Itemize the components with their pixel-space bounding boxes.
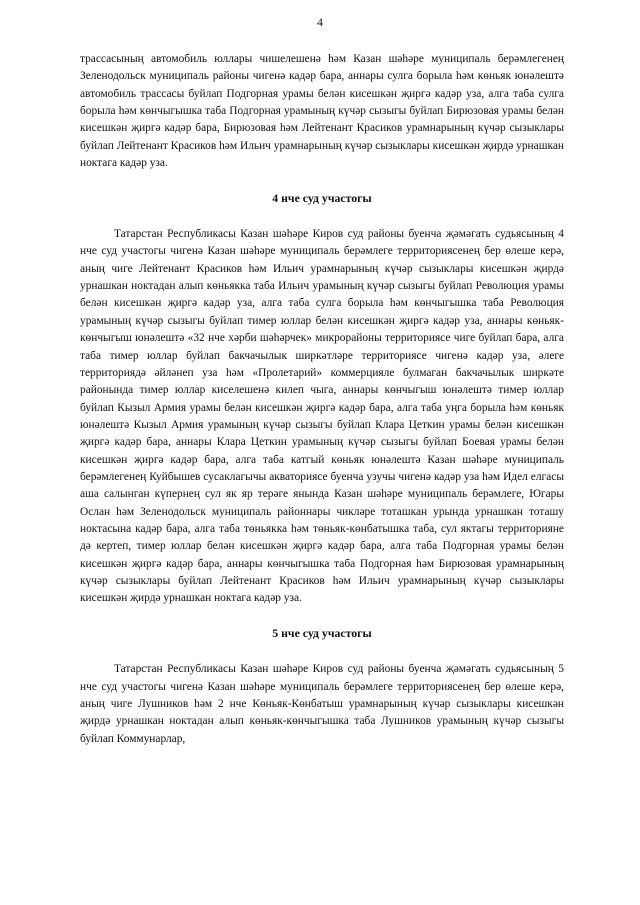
section-heading-5: 5 нче суд участогы [272, 626, 372, 640]
page-number: 4 [317, 15, 323, 29]
paragraph-intro: трассасының автомобиль юллары чишелешенә һәм Казан шәһәре муниципаль берәмлегенең Зеленодольск муниципаль районы чигенә кадәр бара, аннары сулга борыла һәм көньяк юнәлештә автомобиль трассасы буйлап Подгорная урамы белән кисешкән җиргә кадәр уза, алга таба сулга борыла һәм көнчыгышка таба Подгорная урамының күчәр сызыгы буйлап Бирюзовая урамы белән кисешкән җиргә кадәр бара, Бирюзовая һәм Лейтенант Красиков урамнарының күчәр сызыклары буйлап Лейтенант Красиков һәм Ильич урамнарының күчәр сызыклары кисешкән җирдә урнашкан ноктага кадәр уза. [80, 53, 564, 170]
section-heading-4: 4 нче суд участогы [272, 190, 372, 205]
document-body [80, 51, 564, 748]
paragraph-section-5: Татарстан Республикасы Казан шәһәре Киров суд районы буенча җәмәгать судьясының 5 нче суд участогы чигенә Казан шәһәре муниципаль берәмлеге территориясенең бер өлеше керә, аның чиге Лушников һәм 2 нче Көньяк-Көнбатыш урамнарының күчәр сызыклары кисешкән җирдә урнашкан ноктадан алып көньяк-көнчыгышка таба Лушников урамының күчәр сызыгы буйлап Коммунарлар, [80, 663, 564, 745]
paragraph-section-4: Татарстан Республикасы Казан шәһәре Киров суд районы буенча җәмәгать судьясының 4 нче суд участогы чигенә Казан шәһәре муниципаль берәмлеге территориясенең бер өлеше керә, аның чиге Лейтенант Красиков һәм Ильич урамнарының күчәр сызыклары кисешкән җирдә урнашкан ноктадан алып көньякка таба Ильич урамының күчәр сызыгы буйлап Революция урамы белән кисешкән җиргә кадәр уза, алга таба сулга борыла һәм көнчыгышка таба Революция урамының күчәр сызыгы буйлап тимер юллар белән кисешкән җиргә кадәр уза, аннары көньяк-көнчыгыш юнәлештә «32 нче хәрби шәһәрчек» микрорайоны территориясе чиге буйлап бара, алга таба тимер юллар буйлап бакчачылык ширкәтләре территориясе чигенә кадәр уза, әлеге территориядә әйләнеп уза һәм «Пролетарий» коммерцияле булмаган бакчачылык ширкәте районында тимер юллар киселешенә килеп чыга, аннары көнчыгыш юнәлештә тимер юллар буйлап Кызыл Армия урамы белән кисешкән җиргә кадәр бара, алга таба уңга борыла һәм көньяк юнәлештә Кызыл Армия урамының күчәр сызыгы буйлап Клара Цеткин урамы белән кисешкән җиргә кадәр бара, аннары Клара Цеткин урамының күчәр сызыгы буйлап Боевая урамы белән кисешкән җиргә кадәр бара, алга таба катгый көньяк юнәлештә Казан шәһәре муниципаль берәмлегенең Куйбышев сусаклагычы акваториясе буенча узучы чигенә кадәр уза һәм Идел елгасы аша салынган күпернең сул як яр терәге янында Казан шәһәре муниципаль берәмлеге, Югары Ослан һәм Зеленодольск муниципаль районнары чикләре тоташкан урында урнашкан тоташу ноктасына кадәр бара, алга таба төньякка һәм төньяк-көнбатышка таба, сул яктагы территорияне дә кертеп, тимер юллар белән кисешкән җиргә кадәр бара, алга таба Подгорная урамы белән кисешкән җиргә кадәр бара, аннары көнчыгышка таба Подгорная һәм Бирюзовая урамнарының күчәр сызыклары буйлап Лейтенант Красиков һәм Ильич урамнарының күчәр сызыклары кисешкән җирдә урнашкан ноктага кадәр уза. [80, 228, 564, 605]
